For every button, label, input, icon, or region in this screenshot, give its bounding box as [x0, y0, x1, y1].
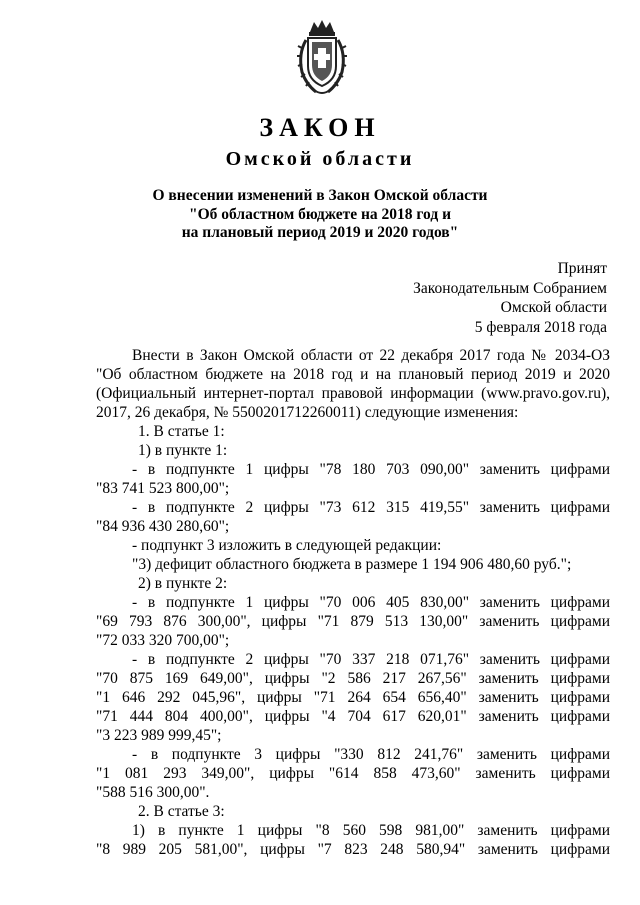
body-line: 1. В статье 1: [138, 423, 225, 440]
body-line: 1) в пункте 1 цифры "8 560 598 981,00" заменить цифрами [132, 822, 610, 839]
body-line: - в подпункте 2 цифры "70 337 218 071,76" заменить цифрами [132, 651, 610, 668]
law-subject [0, 187, 640, 243]
body-line: "71 444 804 400,00", цифры "4 704 617 620,01" заменить цифрами [96, 708, 610, 725]
body-line: "588 516 300,00". [96, 784, 210, 801]
body-line: "3 223 989 999,45"; [96, 727, 222, 744]
body-line: - подпункт 3 изложить в следующей редакции: [132, 537, 442, 554]
body-line: - в подпункте 1 цифры "78 180 703 090,00" заменить цифрами [132, 461, 610, 478]
law-subject-line: "Об областном бюджете на 2018 год и [188, 205, 452, 223]
body-line: "1 081 293 349,00", цифры "614 858 473,60" заменить цифрами [96, 765, 610, 782]
body-line: "70 875 169 649,00", цифры "2 586 217 267,56" заменить цифрами [96, 670, 610, 687]
adoption-line: Омской области [500, 299, 607, 316]
adoption-line: Принят [557, 260, 607, 277]
adoption-line: Законодательным Собранием [413, 279, 607, 297]
body-line: "83 741 523 800,00"; [96, 480, 230, 497]
body-line: - в подпункте 1 цифры "70 006 405 830,00" заменить цифрами [132, 594, 610, 611]
law-subject-line: О внесении изменений в Закон Омской области [152, 187, 488, 204]
adoption-date: 5 февраля 2018 года [474, 318, 607, 336]
body-line: - в подпункте 3 цифры "330 812 241,76" заменить цифрами [132, 746, 610, 763]
body-line: "3) дефицит областного бюджета в размере 1 194 906 480,60 руб."; [132, 556, 572, 573]
body-line: "Об областном бюджете на 2018 год и на плановый период 2019 и 2020 [96, 366, 610, 383]
body-line: "72 033 320 700,00"; [96, 632, 230, 649]
body-line: "84 936 430 280,60"; [96, 518, 230, 535]
body-line: 2) в пункте 2: [138, 575, 228, 592]
omsk-oblast-coat-of-arms-icon [296, 18, 348, 98]
body-line: - в подпункте 2 цифры "73 612 315 419,55" заменить цифрами [132, 499, 610, 516]
document-type-heading: ЗАКОН [259, 113, 381, 142]
law-subject-line: на плановый период 2019 и 2020 годов" [181, 224, 459, 241]
body-line: "8 989 205 581,00", цифры "7 823 248 580,94" заменить цифрами [96, 841, 610, 858]
law-body [96, 346, 610, 859]
body-line: Внести в Закон Омской области от 22 декабря 2017 года № 2034-ОЗ [132, 347, 610, 364]
region-heading: Омской области [225, 148, 415, 170]
adoption-block [413, 259, 607, 337]
body-line: 2. В статье 3: [138, 803, 225, 820]
body-line: 1) в пункте 1: [138, 442, 228, 459]
body-line: "1 646 292 045,96", цифры "71 264 654 656,40" заменить цифрами [96, 689, 610, 706]
body-line: "69 793 876 300,00", цифры "71 879 513 130,00" заменить цифрами [96, 613, 610, 630]
body-line: (Официальный интернет-портал правовой информации (www.pravo.gov.ru), [96, 385, 610, 402]
body-line: 2017, 26 декабря, № 5500201712260011) следующие изменения: [96, 404, 519, 421]
